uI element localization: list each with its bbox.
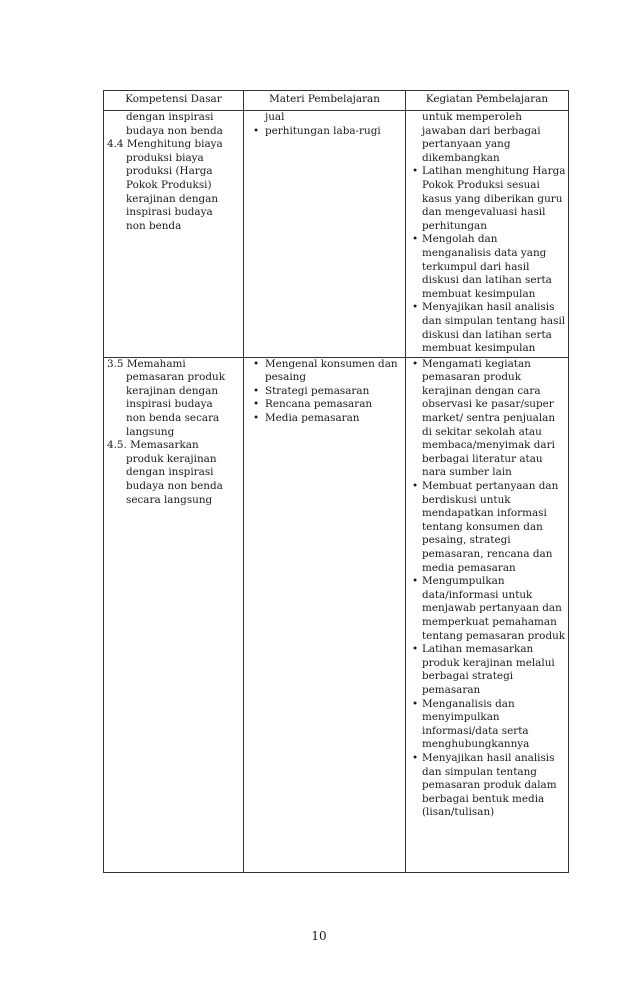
materi-item [247, 125, 403, 139]
kd-line: dengan inspirasi [126, 466, 214, 479]
table-row [104, 357, 569, 872]
kd-line: produksi biaya [126, 151, 204, 164]
kegiatan-text: Membuat pertanyaan dan berdiskusi untuk mendapatkan informasi tentang konsumen dan pesaing, strategi pemasaran, rencana dan media pemasaran [422, 480, 559, 574]
kd-line: kerajinan dengan [126, 192, 219, 205]
materi-text: Rencana pemasaran [265, 398, 373, 411]
bullet-icon: • [253, 384, 260, 397]
kompetensi-dasar-cell [104, 357, 244, 872]
bullet-icon: • [412, 357, 419, 370]
kegiatan-text: Mengumpulkan data/informasi untuk menjawab pertanyaan dan memperkuat pemahaman tentang pemasaran produk [422, 575, 566, 642]
materi-text: Media pemasaran [265, 412, 360, 425]
bullet-icon: • [412, 643, 419, 656]
materi-item [247, 398, 403, 412]
kompetensi-dasar-cell [104, 111, 244, 358]
kegiatan-item [409, 301, 566, 355]
curriculum-table [103, 90, 569, 873]
kegiatan-item [409, 480, 566, 575]
kegiatan-item [409, 643, 566, 697]
bullet-icon: • [253, 398, 260, 411]
page-number: 10 [311, 929, 327, 943]
materi-text: Strategi pemasaran [265, 384, 370, 397]
kegiatan-text: Menganalisis dan menyimpulkan informasi/data serta menghubungkannya [422, 697, 530, 751]
materi-cell [244, 357, 406, 872]
bullet-icon: • [253, 357, 260, 370]
kd-line: budaya non benda [126, 124, 223, 137]
bullet-icon: • [412, 233, 419, 246]
table-header-row [104, 91, 569, 111]
kegiatan-item [409, 358, 566, 480]
kd-line: secara langsung [126, 493, 213, 506]
kd-line: Pokok Produksi) [126, 178, 212, 191]
materi-text: Mengenal konsumen dan pesaing [265, 357, 398, 384]
kd-line: 4.4 Menghitung biaya [107, 138, 223, 151]
bullet-icon: • [253, 412, 260, 425]
kegiatan-item [409, 575, 566, 643]
materi-text: jual [265, 111, 285, 123]
kd-line: inspirasi budaya [126, 398, 213, 411]
kegiatan-text: untuk memperoleh jawaban dari berbagai pertanyaan yang dikembangkan [422, 111, 541, 164]
bullet-icon: • [412, 697, 419, 710]
bullet-icon: • [412, 301, 419, 314]
kegiatan-item [409, 698, 566, 752]
header-materi-pembelajaran: Materi Pembelajaran [244, 91, 406, 111]
kd-line: budaya non benda [126, 480, 223, 493]
bullet-icon: • [412, 575, 419, 588]
kegiatan-item [409, 165, 566, 233]
kegiatan-text: Menyajikan hasil analisis dan simpulan tentang pemasaran produk dalam berbagai bentuk media (lisan/tulisan) [422, 751, 557, 819]
materi-item [247, 111, 403, 125]
kd-line: 4.5. Memasarkan [107, 439, 199, 452]
materi-item [247, 412, 403, 426]
kd-line: 3.5 Memahami [107, 357, 186, 370]
kegiatan-item [409, 752, 566, 820]
kegiatan-text: Menyajikan hasil analisis dan simpulan tentang hasil diskusi dan latihan serta membuat kesimpulan [422, 301, 566, 355]
materi-text: perhitungan laba-rugi [265, 124, 381, 137]
materi-cell [244, 111, 406, 358]
kd-line: non benda secara [126, 412, 220, 425]
kd-line: langsung [126, 425, 175, 438]
kd-line: produk kerajinan [126, 452, 217, 465]
bullet-icon: • [412, 480, 419, 493]
kd-line: kerajinan dengan [126, 384, 219, 397]
materi-item [247, 385, 403, 399]
kd-line: inspirasi budaya [126, 206, 213, 219]
kegiatan-text: Mengamati kegiatan pemasaran produk kerajinan dengan cara observasi ke pasar/super market/ sentra penjualan di sekitar sekolah atau membaca/menyimak dari berbagai literatur atau nara sumber lain [422, 357, 556, 479]
kd-line: pemasaran produk [126, 371, 226, 384]
kd-line: non benda [126, 219, 182, 232]
kegiatan-cell [406, 357, 569, 872]
kd-line: produksi (Harga [126, 165, 213, 178]
kegiatan-item [409, 111, 566, 165]
kegiatan-text: Mengolah dan menganalisis data yang terkumpul dari hasil diskusi dan latihan serta membuat kesimpulan [422, 233, 552, 300]
header-kompetensi-dasar: Kompetensi Dasar [104, 91, 244, 111]
kegiatan-cell [406, 111, 569, 358]
table-row [104, 111, 569, 358]
bullet-icon: • [412, 751, 419, 764]
kd-line: dengan inspirasi [126, 111, 214, 123]
bullet-icon: • [412, 165, 419, 178]
kegiatan-text: Latihan memasarkan produk kerajinan melalui berbagai strategi pemasaran [422, 643, 555, 696]
kegiatan-item [409, 233, 566, 301]
materi-item [247, 358, 403, 385]
bullet-icon: • [253, 124, 260, 137]
kegiatan-text: Latihan menghitung Harga Pokok Produksi sesuai kasus yang diberikan guru dan mengevaluasi hasil perhitungan [422, 165, 566, 232]
header-kegiatan-pembelajaran: Kegiatan Pembelajaran [406, 91, 569, 111]
